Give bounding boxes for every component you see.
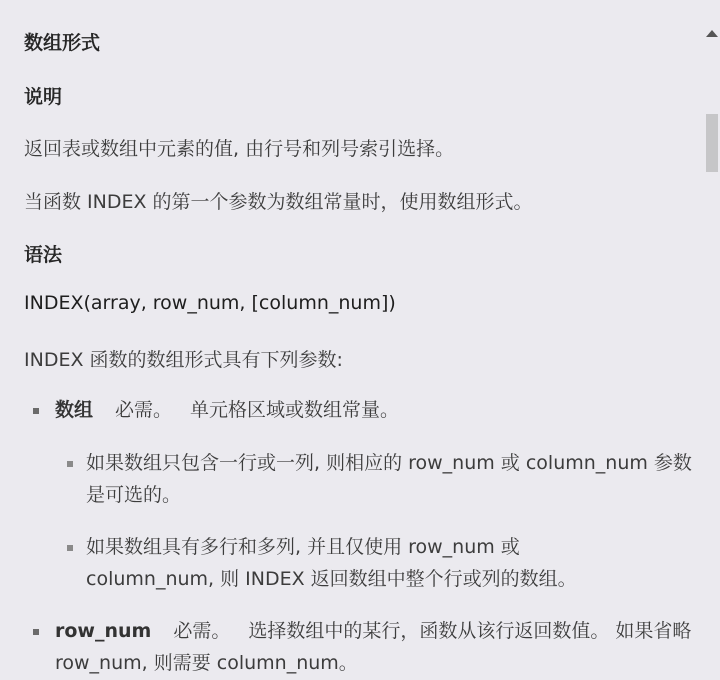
heading-description: 说明 <box>24 86 63 108</box>
param-required: 必需。 <box>115 399 173 421</box>
scrollbar-thumb[interactable] <box>706 114 718 172</box>
param-item-array <box>55 394 399 426</box>
params-intro: INDEX 函数的数组形式具有下列参数: <box>24 349 343 371</box>
list-bullet <box>33 629 39 635</box>
scroll-up-arrow-icon[interactable] <box>706 30 718 37</box>
heading-array-form: 数组形式 <box>24 32 101 54</box>
sub-item-2: 如果数组具有多行和多列, 并且仅使用 row_num 或 column_num, 则 INDEX 返回数组中整个行或列的数组。 <box>86 536 577 590</box>
sub-list-bullet <box>67 461 73 467</box>
list-bullet <box>33 408 39 414</box>
param-required: 必需。 <box>173 620 231 642</box>
param-description: 单元格区域或数组常量。 <box>190 399 400 421</box>
param-term: row_num <box>55 620 152 642</box>
param-description: 选择数组中的某行，函数从该行返回数值。 如果省略 row_num, 则需要 column_num。 <box>55 620 692 674</box>
sub-list-bullet <box>67 545 73 551</box>
heading-syntax: 语法 <box>24 244 63 266</box>
description-line-2: 当函数 INDEX 的第一个参数为数组常量时，使用数组形式。 <box>24 191 533 213</box>
vertical-scrollbar[interactable] <box>702 0 720 680</box>
description-line-1: 返回表或数组中元素的值, 由行号和列号索引选择。 <box>24 138 455 160</box>
param-term: 数组 <box>55 399 94 421</box>
sub-item-1: 如果数组只包含一行或一列, 则相应的 row_num 或 column_num 参数是可选的。 <box>86 452 692 506</box>
syntax-line: INDEX(array, row_num, [column_num]) <box>24 292 396 314</box>
param-item-row-num <box>55 615 695 679</box>
